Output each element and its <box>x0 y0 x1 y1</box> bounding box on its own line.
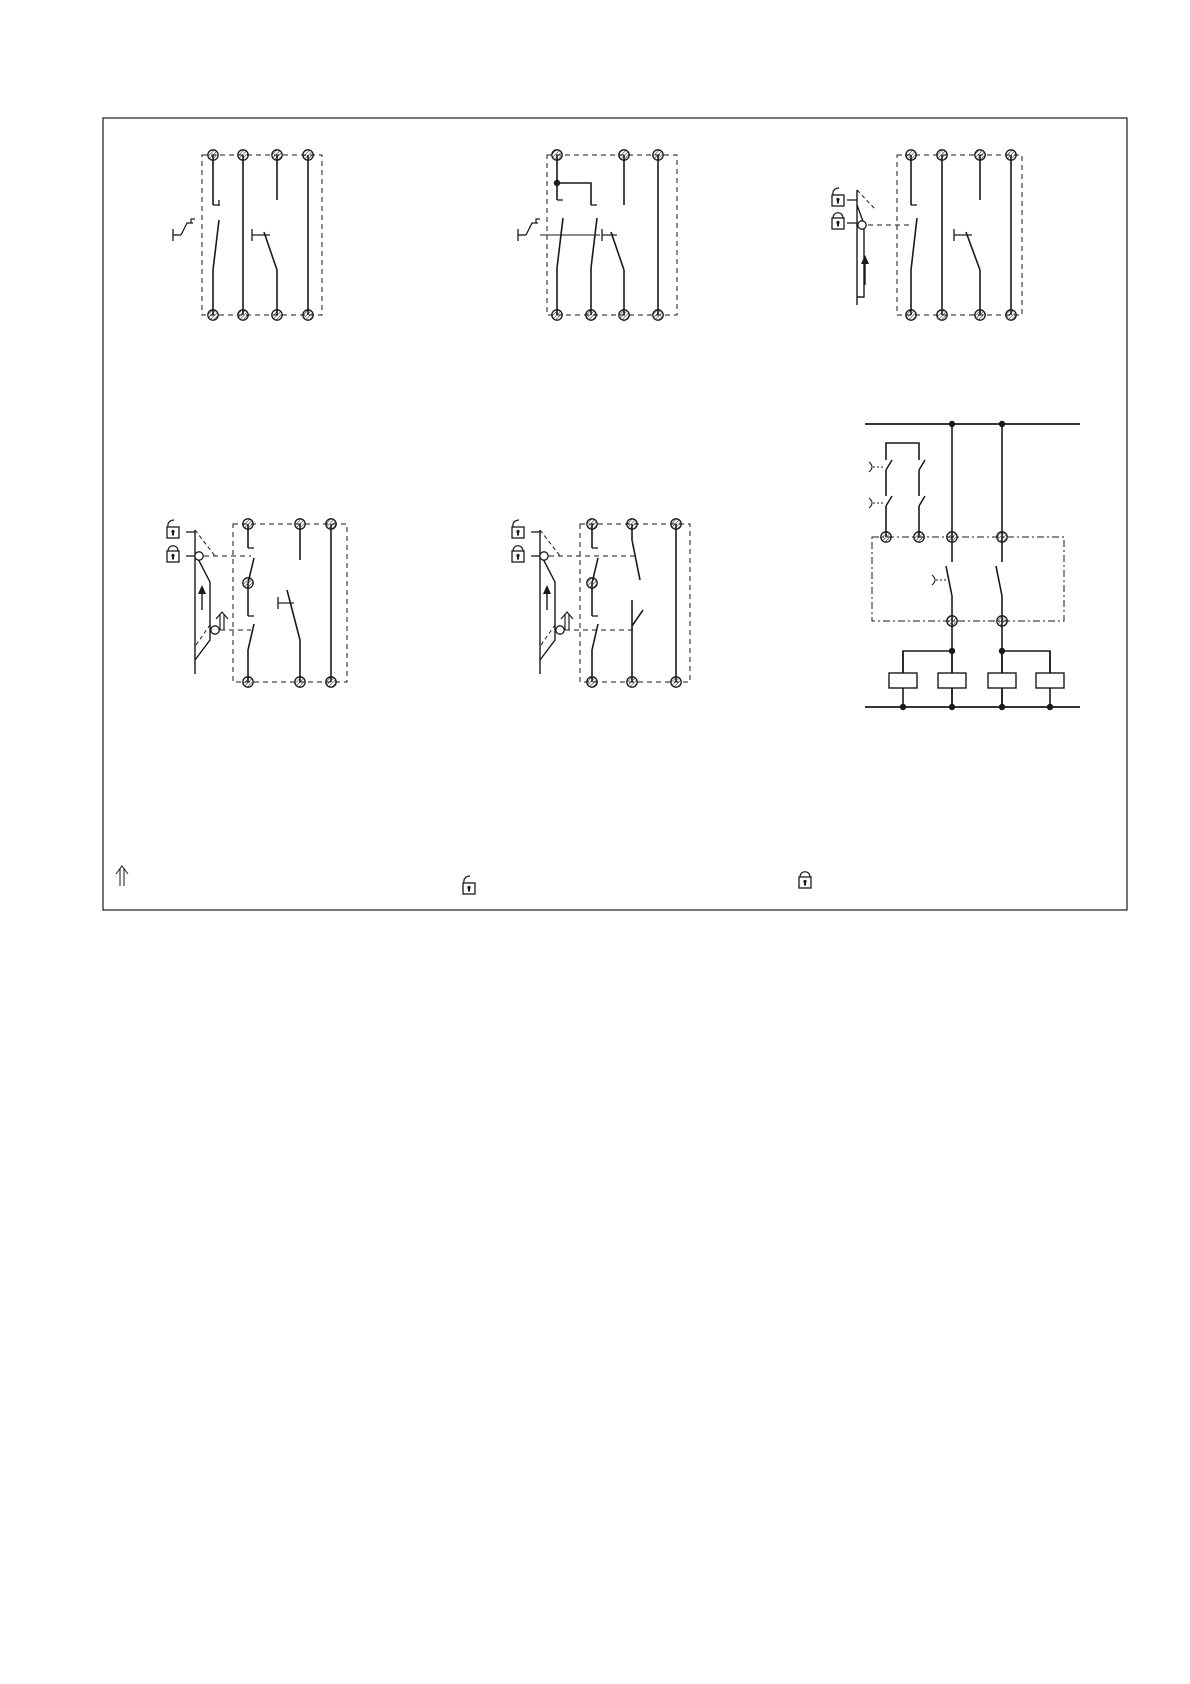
wire <box>557 218 563 268</box>
terminal <box>587 578 597 588</box>
terminal <box>653 310 663 320</box>
terminal <box>243 519 253 529</box>
lock-closed-icon <box>512 546 524 562</box>
junction-dot <box>554 180 560 186</box>
lock-closed-icon <box>832 213 844 229</box>
terminal <box>947 532 957 542</box>
terminal <box>1006 150 1016 160</box>
legend-door-monitor-arrow-icon <box>116 866 128 886</box>
legend <box>116 866 811 894</box>
terminal <box>272 150 282 160</box>
terminal <box>997 532 1007 542</box>
terminal <box>947 616 957 626</box>
terminal <box>295 519 305 529</box>
wire <box>116 866 128 874</box>
terminal <box>238 150 248 160</box>
terminal <box>552 310 562 320</box>
terminal <box>627 677 637 687</box>
terminal <box>238 310 248 320</box>
lock-open-icon <box>512 520 524 538</box>
wire <box>996 566 1002 596</box>
terminal <box>295 677 305 687</box>
wire <box>592 624 598 650</box>
terminal <box>906 310 916 320</box>
lock-open-icon <box>167 520 179 538</box>
terminal <box>619 310 629 320</box>
actuator-cam <box>540 552 548 560</box>
terminal <box>671 519 681 529</box>
terminal <box>243 677 253 687</box>
wire <box>966 232 980 270</box>
wire <box>857 190 875 209</box>
junction-dot <box>900 704 906 710</box>
diagram-5-guard-lock-dual <box>512 519 690 687</box>
terminal <box>881 532 891 542</box>
legend-lock-closed-icon <box>799 872 811 888</box>
wire <box>886 443 919 460</box>
junction-dot <box>949 704 955 710</box>
actuator-cam <box>858 221 866 229</box>
terminal <box>586 310 596 320</box>
wire <box>919 460 925 470</box>
terminal <box>552 150 562 160</box>
wire <box>264 232 277 270</box>
arrow-head <box>861 255 869 264</box>
wire <box>526 223 538 235</box>
wire <box>857 205 864 297</box>
junction-dot <box>999 421 1005 427</box>
wire <box>248 624 254 650</box>
wire <box>557 183 591 205</box>
terminal <box>208 150 218 160</box>
load-coil <box>889 673 917 688</box>
diagram-1-emergency-stop <box>173 150 322 320</box>
wire <box>561 612 573 619</box>
terminal <box>326 519 336 529</box>
terminal <box>975 150 985 160</box>
terminal <box>997 616 1007 626</box>
wire <box>886 460 892 470</box>
terminal <box>243 578 253 588</box>
terminal <box>937 150 947 160</box>
terminal <box>975 310 985 320</box>
sensor-actuator-icon <box>932 575 946 585</box>
wire <box>946 566 952 596</box>
relay-enclosure <box>872 537 1064 621</box>
diagram-6-safety-relay-wiring <box>865 421 1080 710</box>
wire <box>886 496 892 506</box>
wire <box>632 540 640 580</box>
terminal <box>303 310 313 320</box>
terminal <box>303 150 313 160</box>
terminal <box>587 677 597 687</box>
wire <box>591 218 597 268</box>
load-coil <box>988 673 1016 688</box>
emergency-stop-actuator-icon <box>518 219 540 241</box>
wire <box>919 496 925 506</box>
diagram-4-guard-lock-monitor <box>167 519 347 687</box>
wire <box>213 220 219 270</box>
wire <box>911 218 917 270</box>
sensor-actuator-icon <box>869 462 883 472</box>
wire <box>216 612 228 619</box>
terminal <box>906 150 916 160</box>
actuator-cam <box>211 626 219 634</box>
terminal <box>272 310 282 320</box>
load-coil <box>1036 673 1064 688</box>
arrow-head <box>198 585 206 594</box>
terminal <box>671 677 681 687</box>
sensor-actuator-icon <box>869 498 883 508</box>
wire <box>287 590 300 640</box>
terminal <box>653 150 663 160</box>
wire <box>632 610 643 626</box>
junction-dot <box>1047 704 1053 710</box>
junction-dot <box>949 421 955 427</box>
load-coil <box>938 673 966 688</box>
diagram-frame <box>103 118 1127 910</box>
emergency-stop-actuator-icon <box>173 219 195 241</box>
actuator-cam <box>195 552 203 560</box>
terminal <box>627 519 637 529</box>
arrow-head <box>543 585 551 594</box>
junction-dot <box>999 704 1005 710</box>
diagram-3-guard-lock <box>832 150 1022 320</box>
terminal <box>1006 310 1016 320</box>
terminal <box>587 519 597 529</box>
terminal <box>937 310 947 320</box>
terminal <box>619 150 629 160</box>
actuator-cam <box>556 626 564 634</box>
terminal <box>326 677 336 687</box>
terminal <box>914 532 924 542</box>
wire <box>611 232 624 270</box>
terminal <box>208 310 218 320</box>
diagram-2-emergency-stop-dual <box>518 150 677 320</box>
wire <box>181 223 193 235</box>
lock-closed-icon <box>167 546 179 562</box>
lock-open-icon <box>832 188 844 206</box>
legend-lock-open-icon <box>463 876 475 894</box>
